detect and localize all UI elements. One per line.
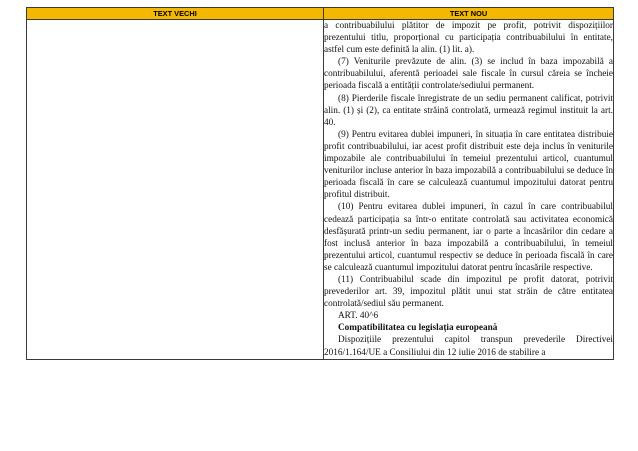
header-new-text: TEXT NOU: [324, 8, 614, 20]
paragraph: (11) Contribuabilul scade din impozitul pe profit datorat, potrivit prevederilor art. 39, impozitul plătit unui stat străin de către entitatea controlată/sediul său permanent.: [324, 274, 613, 310]
paragraph: Compatibilitatea cu legislația europeană: [338, 323, 498, 334]
paragraph: (7) Veniturile prevăzute de alin. (3) se includ în baza impozabilă a contribuabilului, aferentă perioadei sale fiscale în cursul căreia se încheie perioada fiscală a entității controlate/sediului permanent.: [324, 57, 613, 92]
paragraph: a contribuabilului plătitor de impozit pe profit, potrivit dispozițiilor prezentului titlu, proporțional cu participația contribuabilului în entitate, astfel cum este definită la alin. (1) lit. a).: [324, 21, 613, 56]
paragraph: (10) Pentru evitarea dublei impuneri, în cazul în care contribuabilul cedează participația sa într-o entitate controlată sau activitatea economică desfășurată printr-un sediu permanent, iar o parte a încasărilor din cedare a fost inclusă anterior în baza impozabilă a contribuabilului, în temeiul prezentului articol, cuantumul respectiv se deduce în perioada fiscală în care se calculează cuantumul impozitului datorat pentru încasările respective.: [324, 202, 613, 273]
paragraph: ART. 40^6: [338, 311, 379, 322]
paragraph: (9) Pentru evitarea dublei impuneri, în situația în care entitatea distribuie profit contribuabilului, iar acest profit distribuit este deja inclus în veniturile impozabile ale contribuabilului în temeiul prezentului articol, cuantumul veniturilor incluse anterior în baza impozabilă a contribuabilului se deduce în perioada fiscală în care se calculează cuantumul impozitului datorat pentru profitul distribuit.: [324, 129, 613, 201]
table-row: [27, 20, 614, 360]
table-header-row: [27, 8, 614, 20]
paragraph: Dispozițiile prezentului capitol transpun prevederile Directivei 2016/1.164/UE a Consiliului din 12 iulie 2016 de stabilire a: [324, 335, 613, 358]
header-old-text: TEXT VECHI: [27, 8, 324, 20]
comparison-table: [26, 7, 614, 360]
old-text-cell: [27, 20, 324, 360]
paragraph: (8) Pierderile fiscale înregistrate de un sediu permanent calificat, potrivit alin. (1) și (2), ca entitate străină controlată, urmează regimul instituit la art. 40.: [324, 93, 613, 128]
new-text-cell: [324, 20, 614, 360]
